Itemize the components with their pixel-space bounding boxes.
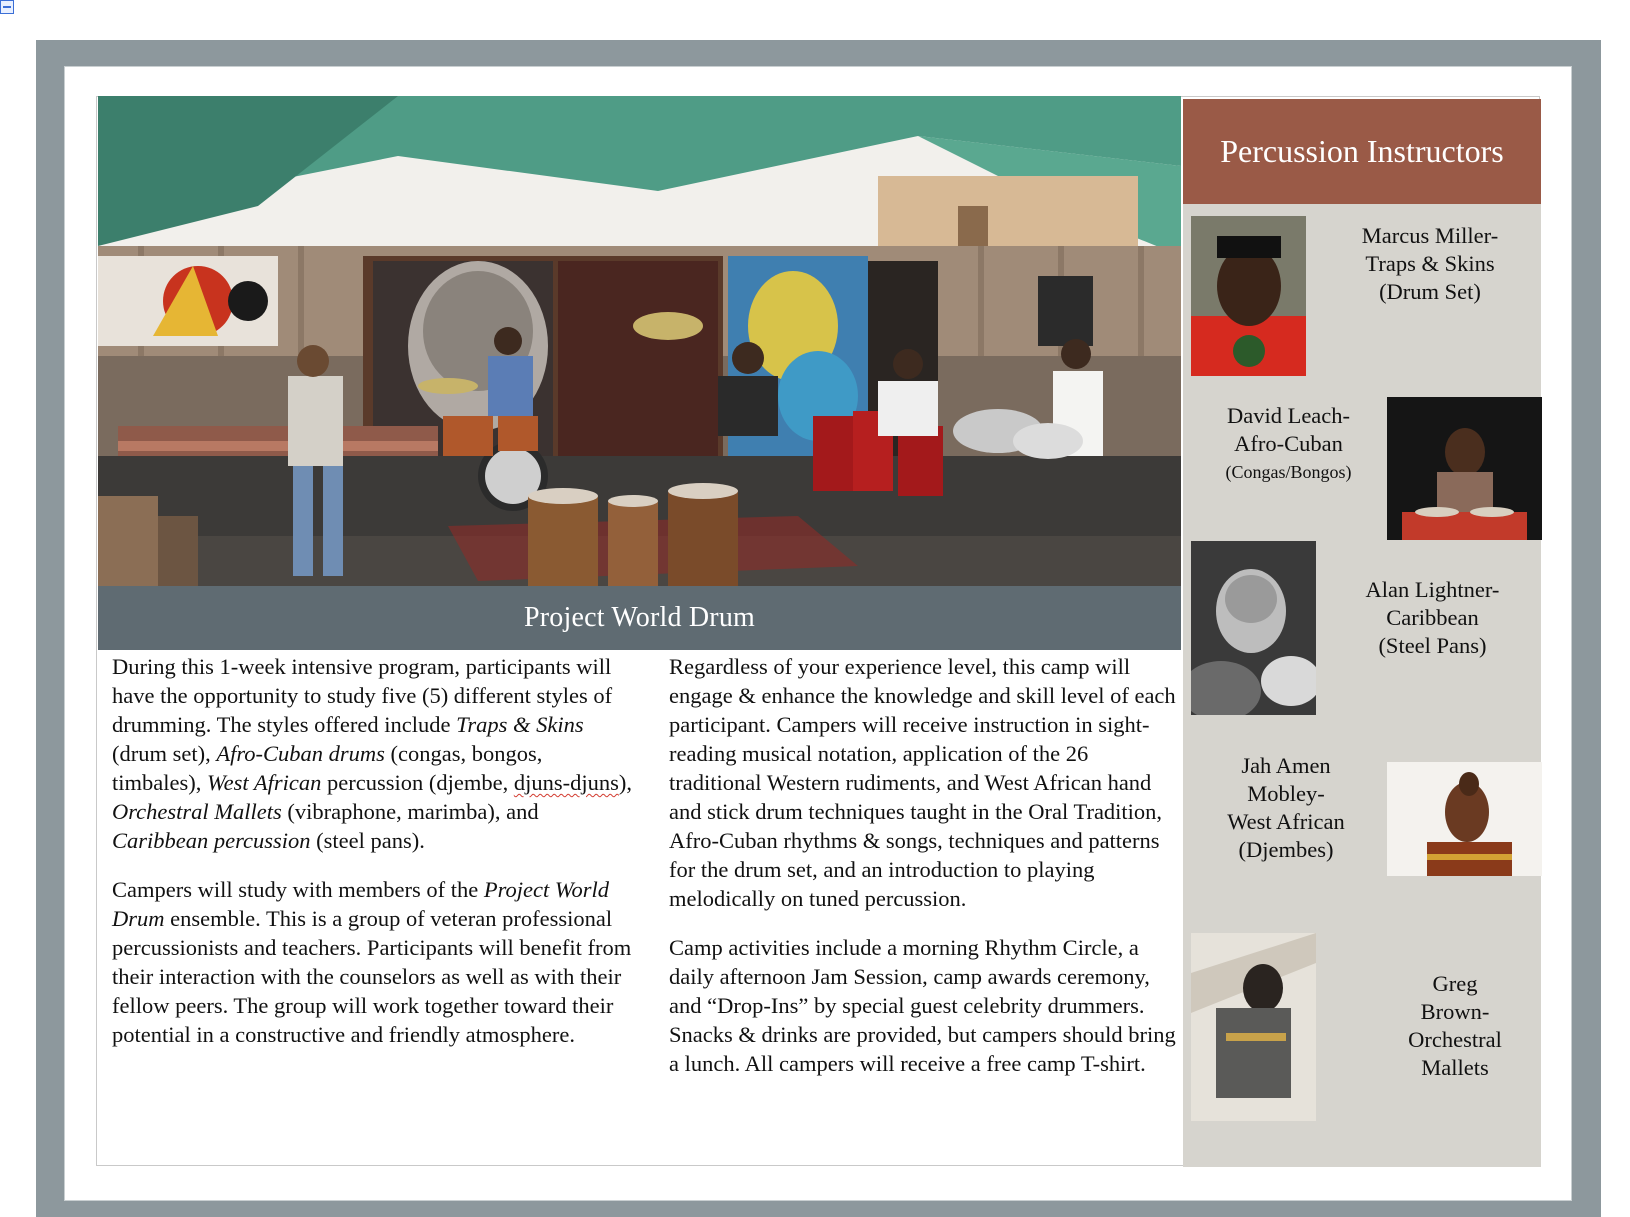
instructor-name-2: Brown- xyxy=(1420,999,1490,1024)
right-paragraph-1: Regardless of your experience level, this camp will engage & enhance the knowledge and skill level of each participant. Campers will receive instruction in sight-reading musical notation, application of the 26 traditional Western rudiments, and West African hand and stick drum techniques taught in the Oral Tradition, Afro-Cuban rhythms & songs, techniques and patterns for the drum set, and an introduction to playing melodically on tuned percussion. xyxy=(669,654,1176,911)
instructor-text-marcus xyxy=(1330,222,1530,306)
p1-text-4: (vibraphone, marimba), and xyxy=(281,799,539,824)
instructor-style: Traps & Skins xyxy=(1365,251,1495,276)
p1-text-3b: ), xyxy=(618,770,632,795)
instructor-name: Jah Amen xyxy=(1241,753,1331,778)
right-paragraph-2: Camp activities include a morning Rhythm Circle, a daily afternoon Jam Session, camp awards ceremony, and “Drop-Ins” by special guest celebrity drummers. Snacks & drinks are provided, but campers should bring a lunch. All campers will receive a free camp T-shirt. xyxy=(669,935,1176,1076)
instructor-photo-greg xyxy=(1191,933,1316,1121)
left-paragraph-2 xyxy=(112,875,632,1049)
instructor-style: Caribbean xyxy=(1386,605,1479,630)
instructor-name: Greg xyxy=(1432,971,1478,996)
instructor-instrument: (Steel Pans) xyxy=(1378,633,1487,658)
instructor-photo-marcus xyxy=(1191,216,1306,376)
left-column xyxy=(112,652,632,1069)
instructor-photo-alan xyxy=(1191,541,1316,715)
instructor-instrument: Mallets xyxy=(1421,1055,1489,1080)
p1-text-1: (drum set), xyxy=(112,741,217,766)
instructor-text-greg xyxy=(1370,970,1540,1082)
instructor-text-jah xyxy=(1196,752,1376,864)
instructor-style: Orchestral xyxy=(1408,1027,1502,1052)
djun-djun-word: djuns-djuns xyxy=(513,770,619,795)
style-west-african: West African xyxy=(206,770,322,795)
style-traps: Traps & Skins xyxy=(456,712,584,737)
sidebar-title: Percussion Instructors xyxy=(1220,133,1504,169)
p1-intro: During this 1-week intensive program, participants will have the opportunity to study five (5) different styles of drumming. The styles offered include xyxy=(112,654,613,737)
p1-text-3: percussion (djembe, xyxy=(321,770,514,795)
instructor-instrument: (Drum Set) xyxy=(1379,279,1481,304)
instructor-name: Alan Lightner- xyxy=(1365,577,1500,602)
sidebar-header xyxy=(1183,99,1541,204)
instructor-name: David Leach- xyxy=(1226,403,1351,428)
ensemble-name: Project World Drum xyxy=(112,877,610,931)
instructor-instrument: (Djembes) xyxy=(1238,837,1334,862)
style-afro-cuban: Afro-Cuban drums xyxy=(216,741,385,766)
p2-text-b: ensemble. This is a group of veteran professional percussionists and teachers. Participants will benefit from their interaction with the counselors as well as with their fellow peers. The group will work together toward their potential in a constructive and friendly atmosphere. xyxy=(112,906,632,1047)
instructor-photo-jah xyxy=(1387,762,1542,876)
instructor-style: West African xyxy=(1227,809,1345,834)
instructor-name: Marcus Miller- xyxy=(1361,223,1499,248)
style-mallets: Orchestral Mallets xyxy=(112,799,282,824)
p1-text-5: (steel pans). xyxy=(310,828,425,853)
style-caribbean: Caribbean percussion xyxy=(112,828,311,853)
instructor-instrument: (Congas/Bongos) xyxy=(1225,462,1352,482)
p1-text-2: (congas, bongos, timbales), xyxy=(112,741,543,795)
left-paragraph-1 xyxy=(112,652,632,855)
band-photo xyxy=(98,96,1181,586)
instructor-text-david xyxy=(1196,402,1381,486)
instructor-photo-david xyxy=(1387,397,1542,540)
instructor-text-alan xyxy=(1335,576,1530,660)
image-placeholder-icon[interactable] xyxy=(0,0,14,14)
p2-text-a: Campers will study with members of the xyxy=(112,877,484,902)
photo-caption-bar xyxy=(98,586,1181,650)
instructor-name-2: Mobley- xyxy=(1247,781,1325,806)
right-column xyxy=(669,652,1179,1098)
photo-caption: Project World Drum xyxy=(523,602,756,633)
instructor-style: Afro-Cuban xyxy=(1234,431,1343,456)
